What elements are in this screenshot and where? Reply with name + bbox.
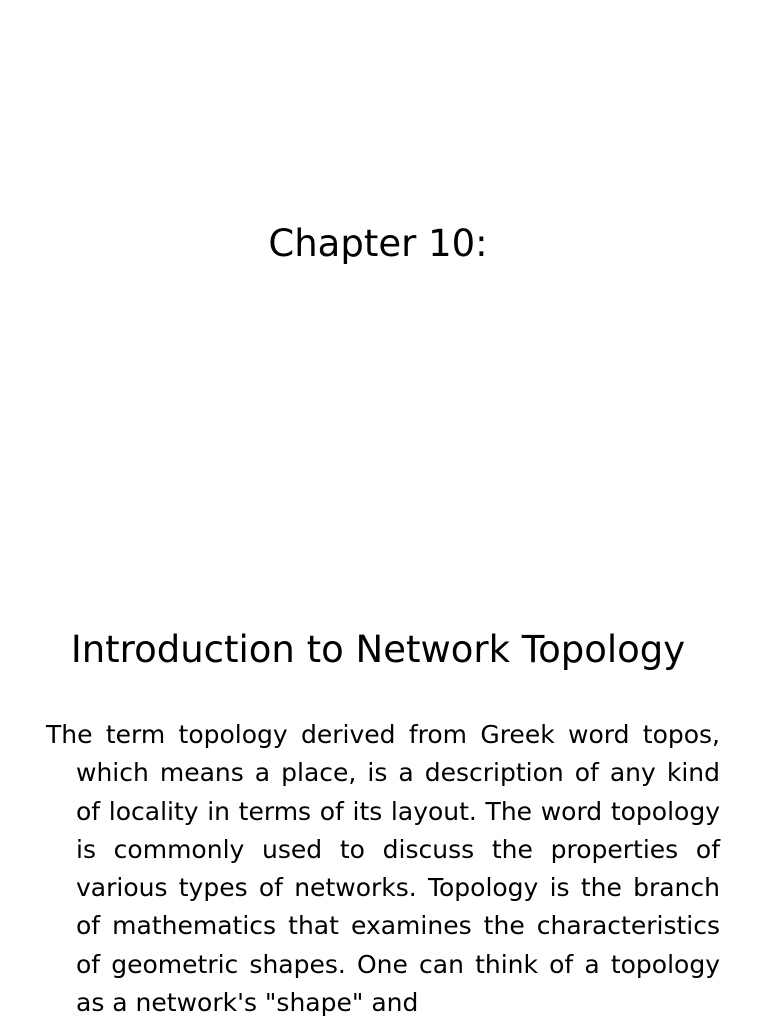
chapter-title: Chapter 10:: [268, 222, 488, 265]
section-title: Introduction to Network Topology: [70, 628, 686, 671]
body-paragraph: The term topology derived from Greek word topos, which means a place, is a description of any kind of locality in terms of its layout. The word topology is commonly used to discuss the properties of various types of networks. Topology is the branch of mathematics that examines the characteristics of geometric shapes. One can think of a topology as a network's "shape" and: [46, 720, 720, 1018]
